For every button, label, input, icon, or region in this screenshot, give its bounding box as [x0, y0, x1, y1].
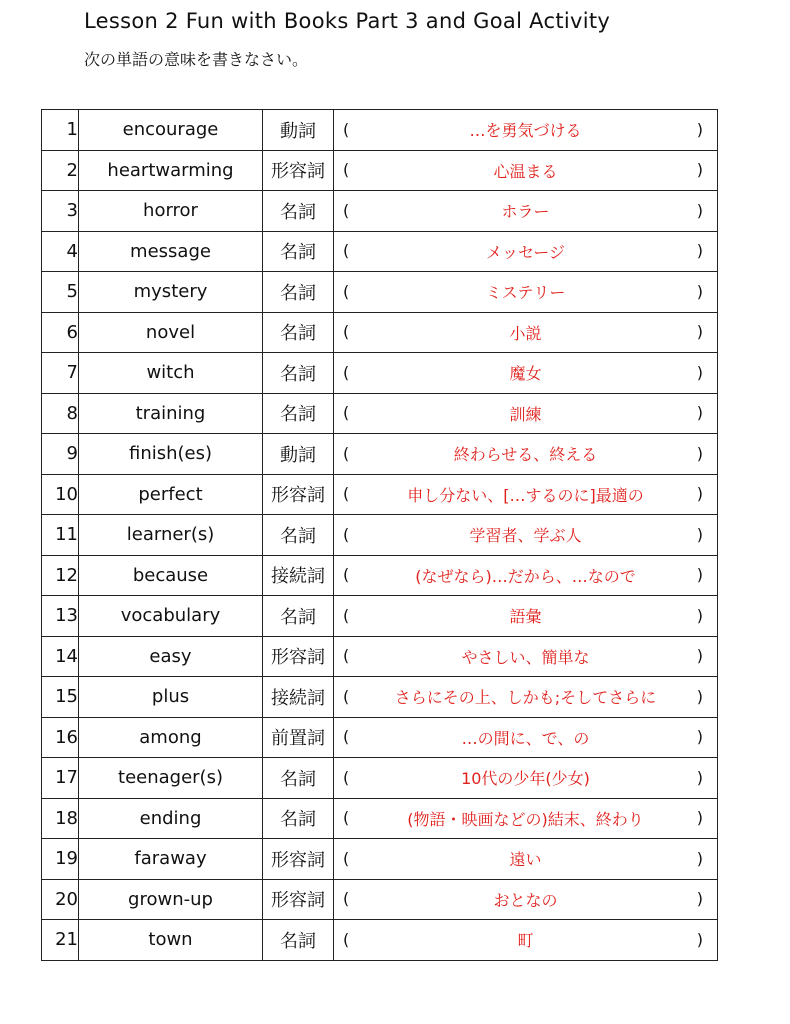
japanese-meaning: 遠い	[509, 850, 542, 870]
japanese-meaning: 小説	[509, 323, 542, 343]
japanese-meaning: 申し分ない、[…するのに]最適の	[407, 485, 644, 505]
close-parenthesis: )	[696, 929, 703, 949]
meaning-cell	[334, 191, 718, 232]
table-row	[42, 758, 718, 799]
japanese-meaning: 学習者、学ぶ人	[469, 526, 582, 546]
japanese-meaning: (物語・映画などの)結末、終わり	[407, 809, 644, 829]
english-word: perfect	[79, 474, 263, 515]
part-of-speech: 名詞	[263, 798, 334, 839]
open-parenthesis: (	[343, 119, 350, 139]
meaning-cell	[334, 717, 718, 758]
meaning-cell	[334, 312, 718, 353]
meaning-cell	[334, 353, 718, 394]
english-word: grown-up	[79, 879, 263, 920]
row-number: 3	[42, 191, 79, 232]
part-of-speech: 名詞	[263, 353, 334, 394]
part-of-speech: 名詞	[263, 596, 334, 637]
open-parenthesis: (	[343, 160, 350, 180]
close-parenthesis: )	[696, 848, 703, 868]
open-parenthesis: (	[343, 848, 350, 868]
row-number: 2	[42, 150, 79, 191]
english-word: teenager(s)	[79, 758, 263, 799]
meaning-cell	[334, 515, 718, 556]
row-number: 7	[42, 353, 79, 394]
english-word: horror	[79, 191, 263, 232]
meaning-cell	[334, 798, 718, 839]
table-row	[42, 920, 718, 961]
row-number: 21	[42, 920, 79, 961]
english-word: ending	[79, 798, 263, 839]
row-number: 15	[42, 677, 79, 718]
close-parenthesis: )	[696, 200, 703, 220]
meaning-cell	[334, 434, 718, 475]
part-of-speech: 名詞	[263, 920, 334, 961]
japanese-meaning: ミステリー	[485, 283, 566, 303]
part-of-speech: 形容詞	[263, 879, 334, 920]
open-parenthesis: (	[343, 524, 350, 544]
close-parenthesis: )	[696, 362, 703, 382]
open-parenthesis: (	[343, 929, 350, 949]
part-of-speech: 名詞	[263, 758, 334, 799]
english-word: learner(s)	[79, 515, 263, 556]
meaning-cell	[334, 596, 718, 637]
row-number: 5	[42, 272, 79, 313]
open-parenthesis: (	[343, 484, 350, 504]
close-parenthesis: )	[696, 727, 703, 747]
open-parenthesis: (	[343, 686, 350, 706]
part-of-speech: 名詞	[263, 515, 334, 556]
row-number: 8	[42, 393, 79, 434]
row-number: 18	[42, 798, 79, 839]
table-row	[42, 636, 718, 677]
row-number: 19	[42, 839, 79, 880]
row-number: 6	[42, 312, 79, 353]
open-parenthesis: (	[343, 605, 350, 625]
japanese-meaning: …を勇気づける	[469, 121, 582, 141]
english-word: novel	[79, 312, 263, 353]
row-number: 12	[42, 555, 79, 596]
table-row	[42, 555, 718, 596]
english-word: mystery	[79, 272, 263, 313]
open-parenthesis: (	[343, 403, 350, 423]
part-of-speech: 形容詞	[263, 636, 334, 677]
open-parenthesis: (	[343, 808, 350, 828]
open-parenthesis: (	[343, 727, 350, 747]
meaning-cell	[334, 879, 718, 920]
english-word: witch	[79, 353, 263, 394]
english-word: message	[79, 231, 263, 272]
japanese-meaning: 10代の少年(少女)	[461, 769, 590, 789]
table-row	[42, 515, 718, 556]
meaning-cell	[334, 758, 718, 799]
japanese-meaning: やさしい、簡単な	[461, 647, 590, 667]
meaning-cell	[334, 231, 718, 272]
japanese-meaning: メッセージ	[485, 242, 566, 262]
table-row	[42, 879, 718, 920]
row-number: 13	[42, 596, 79, 637]
table-row	[42, 231, 718, 272]
meaning-cell	[334, 393, 718, 434]
open-parenthesis: (	[343, 646, 350, 666]
row-number: 20	[42, 879, 79, 920]
close-parenthesis: )	[696, 565, 703, 585]
row-number: 10	[42, 474, 79, 515]
english-word: vocabulary	[79, 596, 263, 637]
close-parenthesis: )	[696, 322, 703, 342]
japanese-meaning: …の間に、で、の	[461, 728, 590, 748]
english-word: training	[79, 393, 263, 434]
table-row	[42, 272, 718, 313]
close-parenthesis: )	[696, 767, 703, 787]
table-row	[42, 434, 718, 475]
close-parenthesis: )	[696, 686, 703, 706]
open-parenthesis: (	[343, 889, 350, 909]
part-of-speech: 動詞	[263, 110, 334, 151]
close-parenthesis: )	[696, 484, 703, 504]
row-number: 16	[42, 717, 79, 758]
part-of-speech: 名詞	[263, 312, 334, 353]
table-row	[42, 839, 718, 880]
english-word: faraway	[79, 839, 263, 880]
close-parenthesis: )	[696, 808, 703, 828]
english-word: finish(es)	[79, 434, 263, 475]
part-of-speech: 形容詞	[263, 474, 334, 515]
meaning-cell	[334, 636, 718, 677]
meaning-cell	[334, 110, 718, 151]
part-of-speech: 接続詞	[263, 677, 334, 718]
close-parenthesis: )	[696, 119, 703, 139]
part-of-speech: 名詞	[263, 191, 334, 232]
open-parenthesis: (	[343, 200, 350, 220]
open-parenthesis: (	[343, 241, 350, 261]
table-row	[42, 353, 718, 394]
part-of-speech: 前置詞	[263, 717, 334, 758]
japanese-meaning: 訓練	[509, 404, 542, 424]
table-row	[42, 393, 718, 434]
row-number: 14	[42, 636, 79, 677]
japanese-meaning: 町	[517, 931, 534, 951]
close-parenthesis: )	[696, 160, 703, 180]
meaning-cell	[334, 272, 718, 313]
table-row	[42, 474, 718, 515]
close-parenthesis: )	[696, 889, 703, 909]
close-parenthesis: )	[696, 241, 703, 261]
part-of-speech: 動詞	[263, 434, 334, 475]
english-word: plus	[79, 677, 263, 718]
meaning-cell	[334, 474, 718, 515]
instruction-text: 次の単語の意味を書きなさい。	[84, 50, 309, 69]
japanese-meaning: さらにその上、しかも;そしてさらに	[394, 688, 657, 708]
meaning-cell	[334, 555, 718, 596]
table-row	[42, 677, 718, 718]
japanese-meaning: 魔女	[509, 364, 542, 384]
open-parenthesis: (	[343, 362, 350, 382]
close-parenthesis: )	[696, 524, 703, 544]
part-of-speech: 形容詞	[263, 150, 334, 191]
japanese-meaning: 心温まる	[493, 161, 558, 181]
close-parenthesis: )	[696, 443, 703, 463]
meaning-cell	[334, 920, 718, 961]
open-parenthesis: (	[343, 565, 350, 585]
english-word: heartwarming	[79, 150, 263, 191]
vocabulary-table	[41, 109, 718, 961]
open-parenthesis: (	[343, 443, 350, 463]
row-number: 4	[42, 231, 79, 272]
table-row	[42, 110, 718, 151]
japanese-meaning: 終わらせる、終える	[453, 445, 598, 465]
meaning-cell	[334, 150, 718, 191]
meaning-cell	[334, 677, 718, 718]
english-word: encourage	[79, 110, 263, 151]
open-parenthesis: (	[343, 322, 350, 342]
close-parenthesis: )	[696, 605, 703, 625]
japanese-meaning: おとなの	[493, 890, 558, 910]
table-row	[42, 191, 718, 232]
part-of-speech: 名詞	[263, 272, 334, 313]
table-row	[42, 596, 718, 637]
vocabulary-table-body	[42, 110, 718, 961]
row-number: 1	[42, 110, 79, 151]
japanese-meaning: (なぜなら)…だから、…なので	[415, 566, 636, 586]
part-of-speech: 接続詞	[263, 555, 334, 596]
close-parenthesis: )	[696, 403, 703, 423]
english-word: town	[79, 920, 263, 961]
english-word: among	[79, 717, 263, 758]
english-word: because	[79, 555, 263, 596]
close-parenthesis: )	[696, 646, 703, 666]
english-word: easy	[79, 636, 263, 677]
japanese-meaning: ホラー	[501, 202, 550, 222]
row-number: 17	[42, 758, 79, 799]
table-row	[42, 150, 718, 191]
close-parenthesis: )	[696, 281, 703, 301]
part-of-speech: 名詞	[263, 393, 334, 434]
table-row	[42, 717, 718, 758]
open-parenthesis: (	[343, 767, 350, 787]
page-title: Lesson 2 Fun with Books Part 3 and Goal Activity	[84, 9, 611, 33]
row-number: 11	[42, 515, 79, 556]
japanese-meaning: 語彙	[509, 607, 542, 627]
part-of-speech: 形容詞	[263, 839, 334, 880]
table-row	[42, 312, 718, 353]
meaning-cell	[334, 839, 718, 880]
open-parenthesis: (	[343, 281, 350, 301]
table-row	[42, 798, 718, 839]
part-of-speech: 名詞	[263, 231, 334, 272]
row-number: 9	[42, 434, 79, 475]
